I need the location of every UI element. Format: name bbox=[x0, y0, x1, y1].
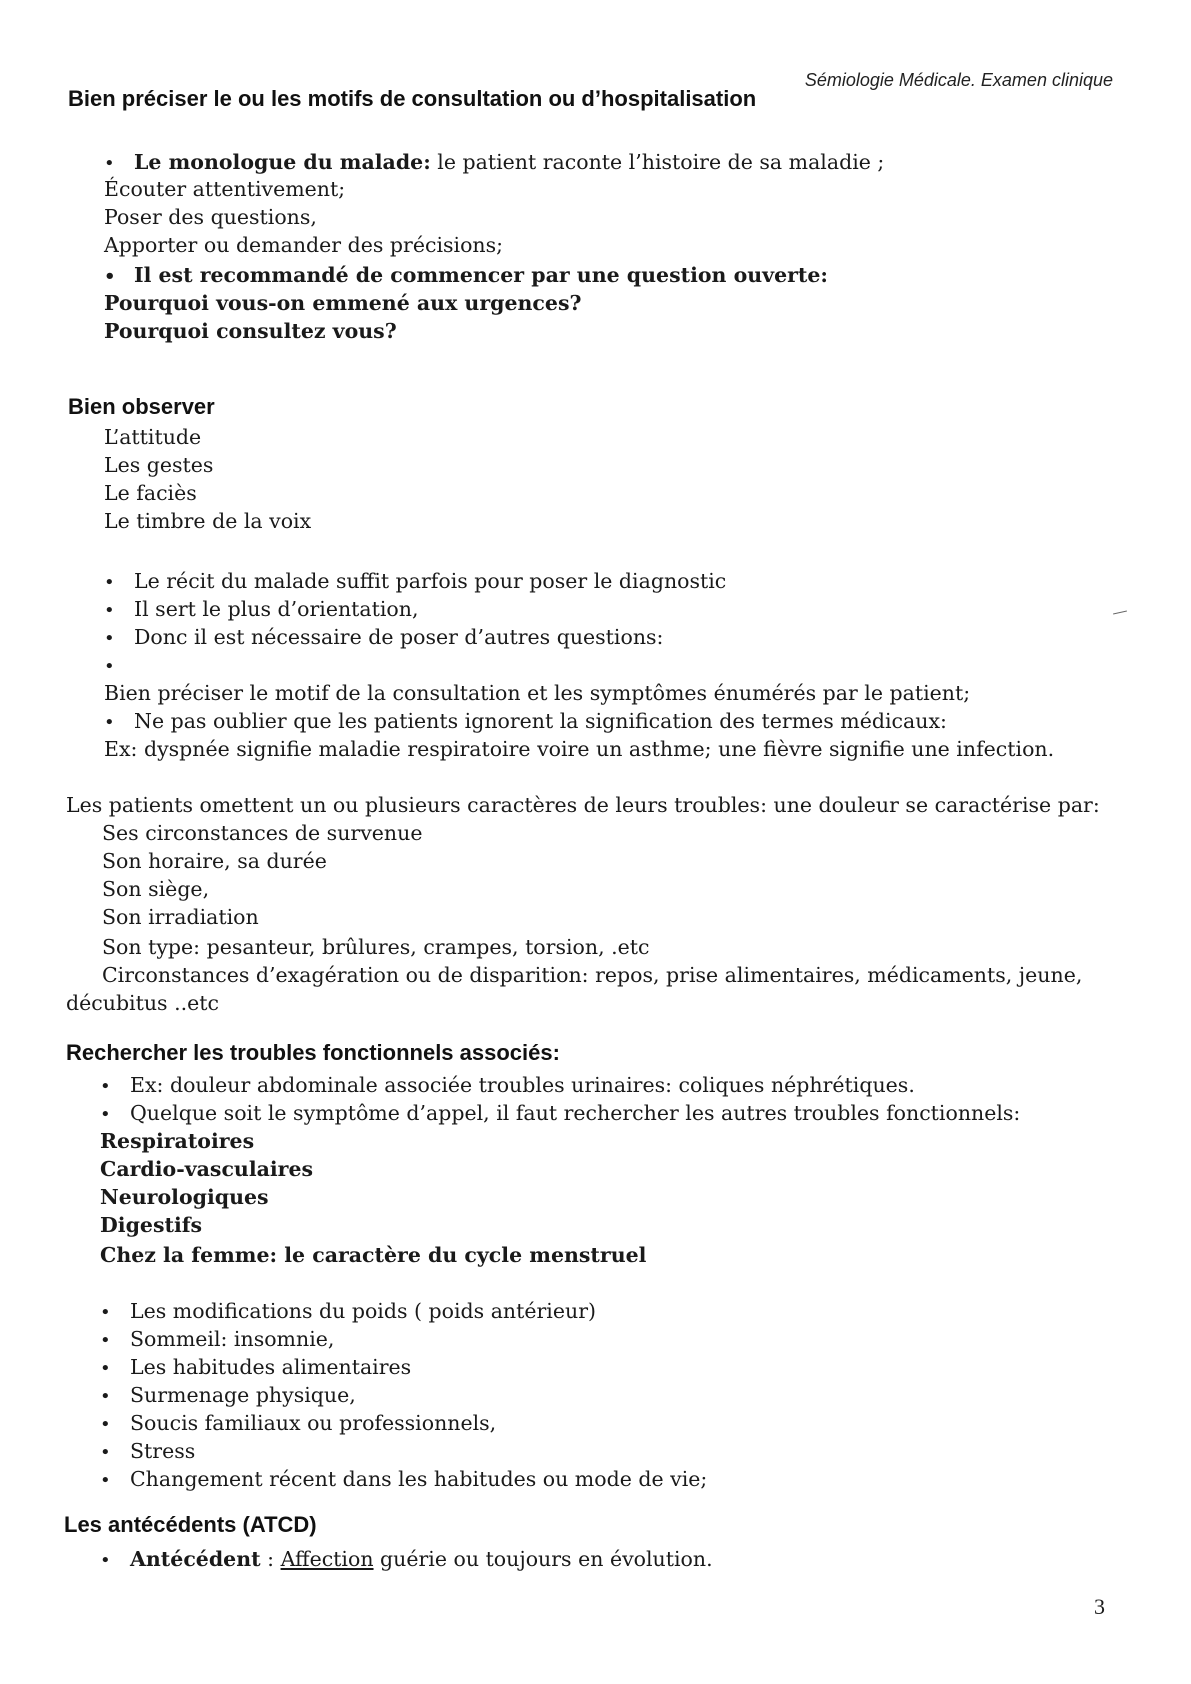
bullet-item bbox=[104, 624, 663, 652]
colon-text: : bbox=[260, 1547, 281, 1571]
question-line: Pourquoi consultez vous? bbox=[104, 319, 397, 343]
antecedent-rest: guérie ou toujours en évolution. bbox=[373, 1547, 713, 1571]
bullet-icon: • bbox=[104, 712, 115, 733]
bullet-text: Stress bbox=[130, 1439, 196, 1463]
list-item: Les gestes bbox=[104, 453, 214, 477]
bullet-text: Donc il est nécessaire de poser d’autres questions: bbox=[134, 625, 664, 649]
bullet-icon: • bbox=[100, 1550, 111, 1571]
bullet-item bbox=[104, 568, 726, 596]
affection-word: Affection bbox=[280, 1547, 374, 1571]
system-item: Digestifs bbox=[100, 1213, 203, 1237]
bullet-icon: • bbox=[100, 1330, 111, 1351]
list-item: Son siège, bbox=[102, 877, 210, 901]
bullet-item bbox=[100, 1298, 596, 1326]
section-title-troubles: Rechercher les troubles fonctionnels associés: bbox=[66, 1040, 560, 1065]
bullet-item bbox=[100, 1326, 334, 1354]
bullet-item bbox=[104, 708, 947, 736]
bullet-item bbox=[104, 596, 419, 624]
bullet-text: Surmenage physique, bbox=[130, 1383, 356, 1407]
list-item: Le faciès bbox=[104, 481, 197, 505]
bullet-item bbox=[100, 1100, 1020, 1128]
text-line: Apporter ou demander des précisions; bbox=[104, 233, 504, 257]
list-item: Son horaire, sa durée bbox=[102, 849, 327, 873]
bullet-icon: • bbox=[104, 572, 115, 593]
bullet-icon: • bbox=[104, 153, 115, 174]
bullet-icon: • bbox=[100, 1414, 111, 1435]
bullet-text: Les modifications du poids ( poids antérieur) bbox=[130, 1299, 596, 1323]
list-item: Le timbre de la voix bbox=[104, 509, 312, 533]
bullet-text: Le récit du malade suffit parfois pour poser le diagnostic bbox=[134, 569, 727, 593]
bullet-text: Les habitudes alimentaires bbox=[130, 1355, 412, 1379]
system-item: Respiratoires bbox=[100, 1129, 255, 1153]
bullet-text: Il sert le plus d’orientation, bbox=[134, 597, 419, 621]
page-number: 3 bbox=[1094, 1594, 1105, 1619]
bullet-icon: • bbox=[104, 600, 115, 621]
bullet-icon: • bbox=[104, 656, 115, 677]
recommend-text: Il est recommandé de commencer par une question ouverte: bbox=[134, 263, 828, 287]
text-line: Poser des questions, bbox=[104, 205, 317, 229]
bullet-item bbox=[100, 1072, 915, 1100]
bullet-icon: • bbox=[100, 1302, 111, 1323]
bullet-icon: • bbox=[100, 1104, 111, 1125]
system-item: Neurologiques bbox=[100, 1185, 269, 1209]
monologue-term: Le monologue du malade: bbox=[134, 150, 431, 174]
system-item: Chez la femme: le caractère du cycle menstruel bbox=[100, 1243, 647, 1267]
text-line: Écouter attentivement; bbox=[104, 177, 346, 201]
text-line: Bien préciser le motif de la consultation et les symptômes énumérés par le patient; bbox=[104, 681, 971, 705]
paragraph-intro: Les patients omettent un ou plusieurs caractères de leurs troubles: une douleur se caractérise par: bbox=[66, 793, 1100, 817]
bullet-item bbox=[100, 1410, 496, 1438]
bullet-icon: • bbox=[100, 1386, 111, 1407]
bullet-text: Ne pas oublier que les patients ignorent la signification des termes médicaux: bbox=[134, 709, 947, 733]
bullet-icon: • bbox=[104, 266, 116, 287]
list-item: Ses circonstances de survenue bbox=[102, 821, 423, 845]
scan-artifact bbox=[1113, 611, 1127, 615]
running-header: Sémiologie Médicale. Examen clinique bbox=[804, 70, 1113, 90]
bullet-item bbox=[100, 1466, 707, 1494]
text-line: Circonstances d’exagération ou de disparition: repos, prise alimentaires, médicaments, jeune, bbox=[102, 963, 1083, 987]
list-item: Son type: pesanteur, brûlures, crampes, torsion, .etc bbox=[102, 935, 650, 959]
bullet-text: Ex: douleur abdominale associée troubles urinaires: coliques néphrétiques. bbox=[130, 1073, 915, 1097]
example-line: Ex: dyspnée signifie maladie respiratoire voire un asthme; une fièvre signifie une infection. bbox=[104, 737, 1055, 761]
list-item: L’attitude bbox=[104, 425, 202, 449]
bullet-monologue bbox=[104, 149, 884, 177]
bullet-antecedent bbox=[100, 1546, 713, 1574]
monologue-text: le patient raconte l’histoire de sa maladie ; bbox=[430, 150, 885, 174]
bullet-text: Soucis familiaux ou professionnels, bbox=[130, 1411, 497, 1435]
bullet-text: Sommeil: insomnie, bbox=[130, 1327, 335, 1351]
bullet-icon: • bbox=[104, 628, 115, 649]
question-line: Pourquoi vous-on emmené aux urgences? bbox=[104, 291, 582, 315]
bullet-text: Quelque soit le symptôme d’appel, il faut rechercher les autres troubles fonctionnels: bbox=[130, 1101, 1021, 1125]
bullet-icon: • bbox=[100, 1076, 111, 1097]
text-line: décubitus ..etc bbox=[66, 991, 219, 1015]
bullet-recommend bbox=[104, 262, 828, 290]
section-title-observer: Bien observer bbox=[68, 394, 215, 419]
bullet-icon: • bbox=[100, 1470, 111, 1491]
list-item: Son irradiation bbox=[102, 905, 259, 929]
bullet-empty bbox=[104, 652, 134, 680]
bullet-icon: • bbox=[100, 1442, 111, 1463]
section-title-antecedents: Les antécédents (ATCD) bbox=[64, 1512, 317, 1537]
bullet-icon: • bbox=[100, 1358, 111, 1379]
section-title-motifs: Bien préciser le ou les motifs de consultation ou d’hospitalisation bbox=[68, 86, 757, 111]
system-item: Cardio-vasculaires bbox=[100, 1157, 314, 1181]
bullet-item bbox=[100, 1382, 356, 1410]
bullet-item bbox=[100, 1438, 195, 1466]
antecedent-term: Antécédent bbox=[130, 1547, 261, 1571]
bullet-item bbox=[100, 1354, 411, 1382]
bullet-text: Changement récent dans les habitudes ou mode de vie; bbox=[130, 1467, 708, 1491]
